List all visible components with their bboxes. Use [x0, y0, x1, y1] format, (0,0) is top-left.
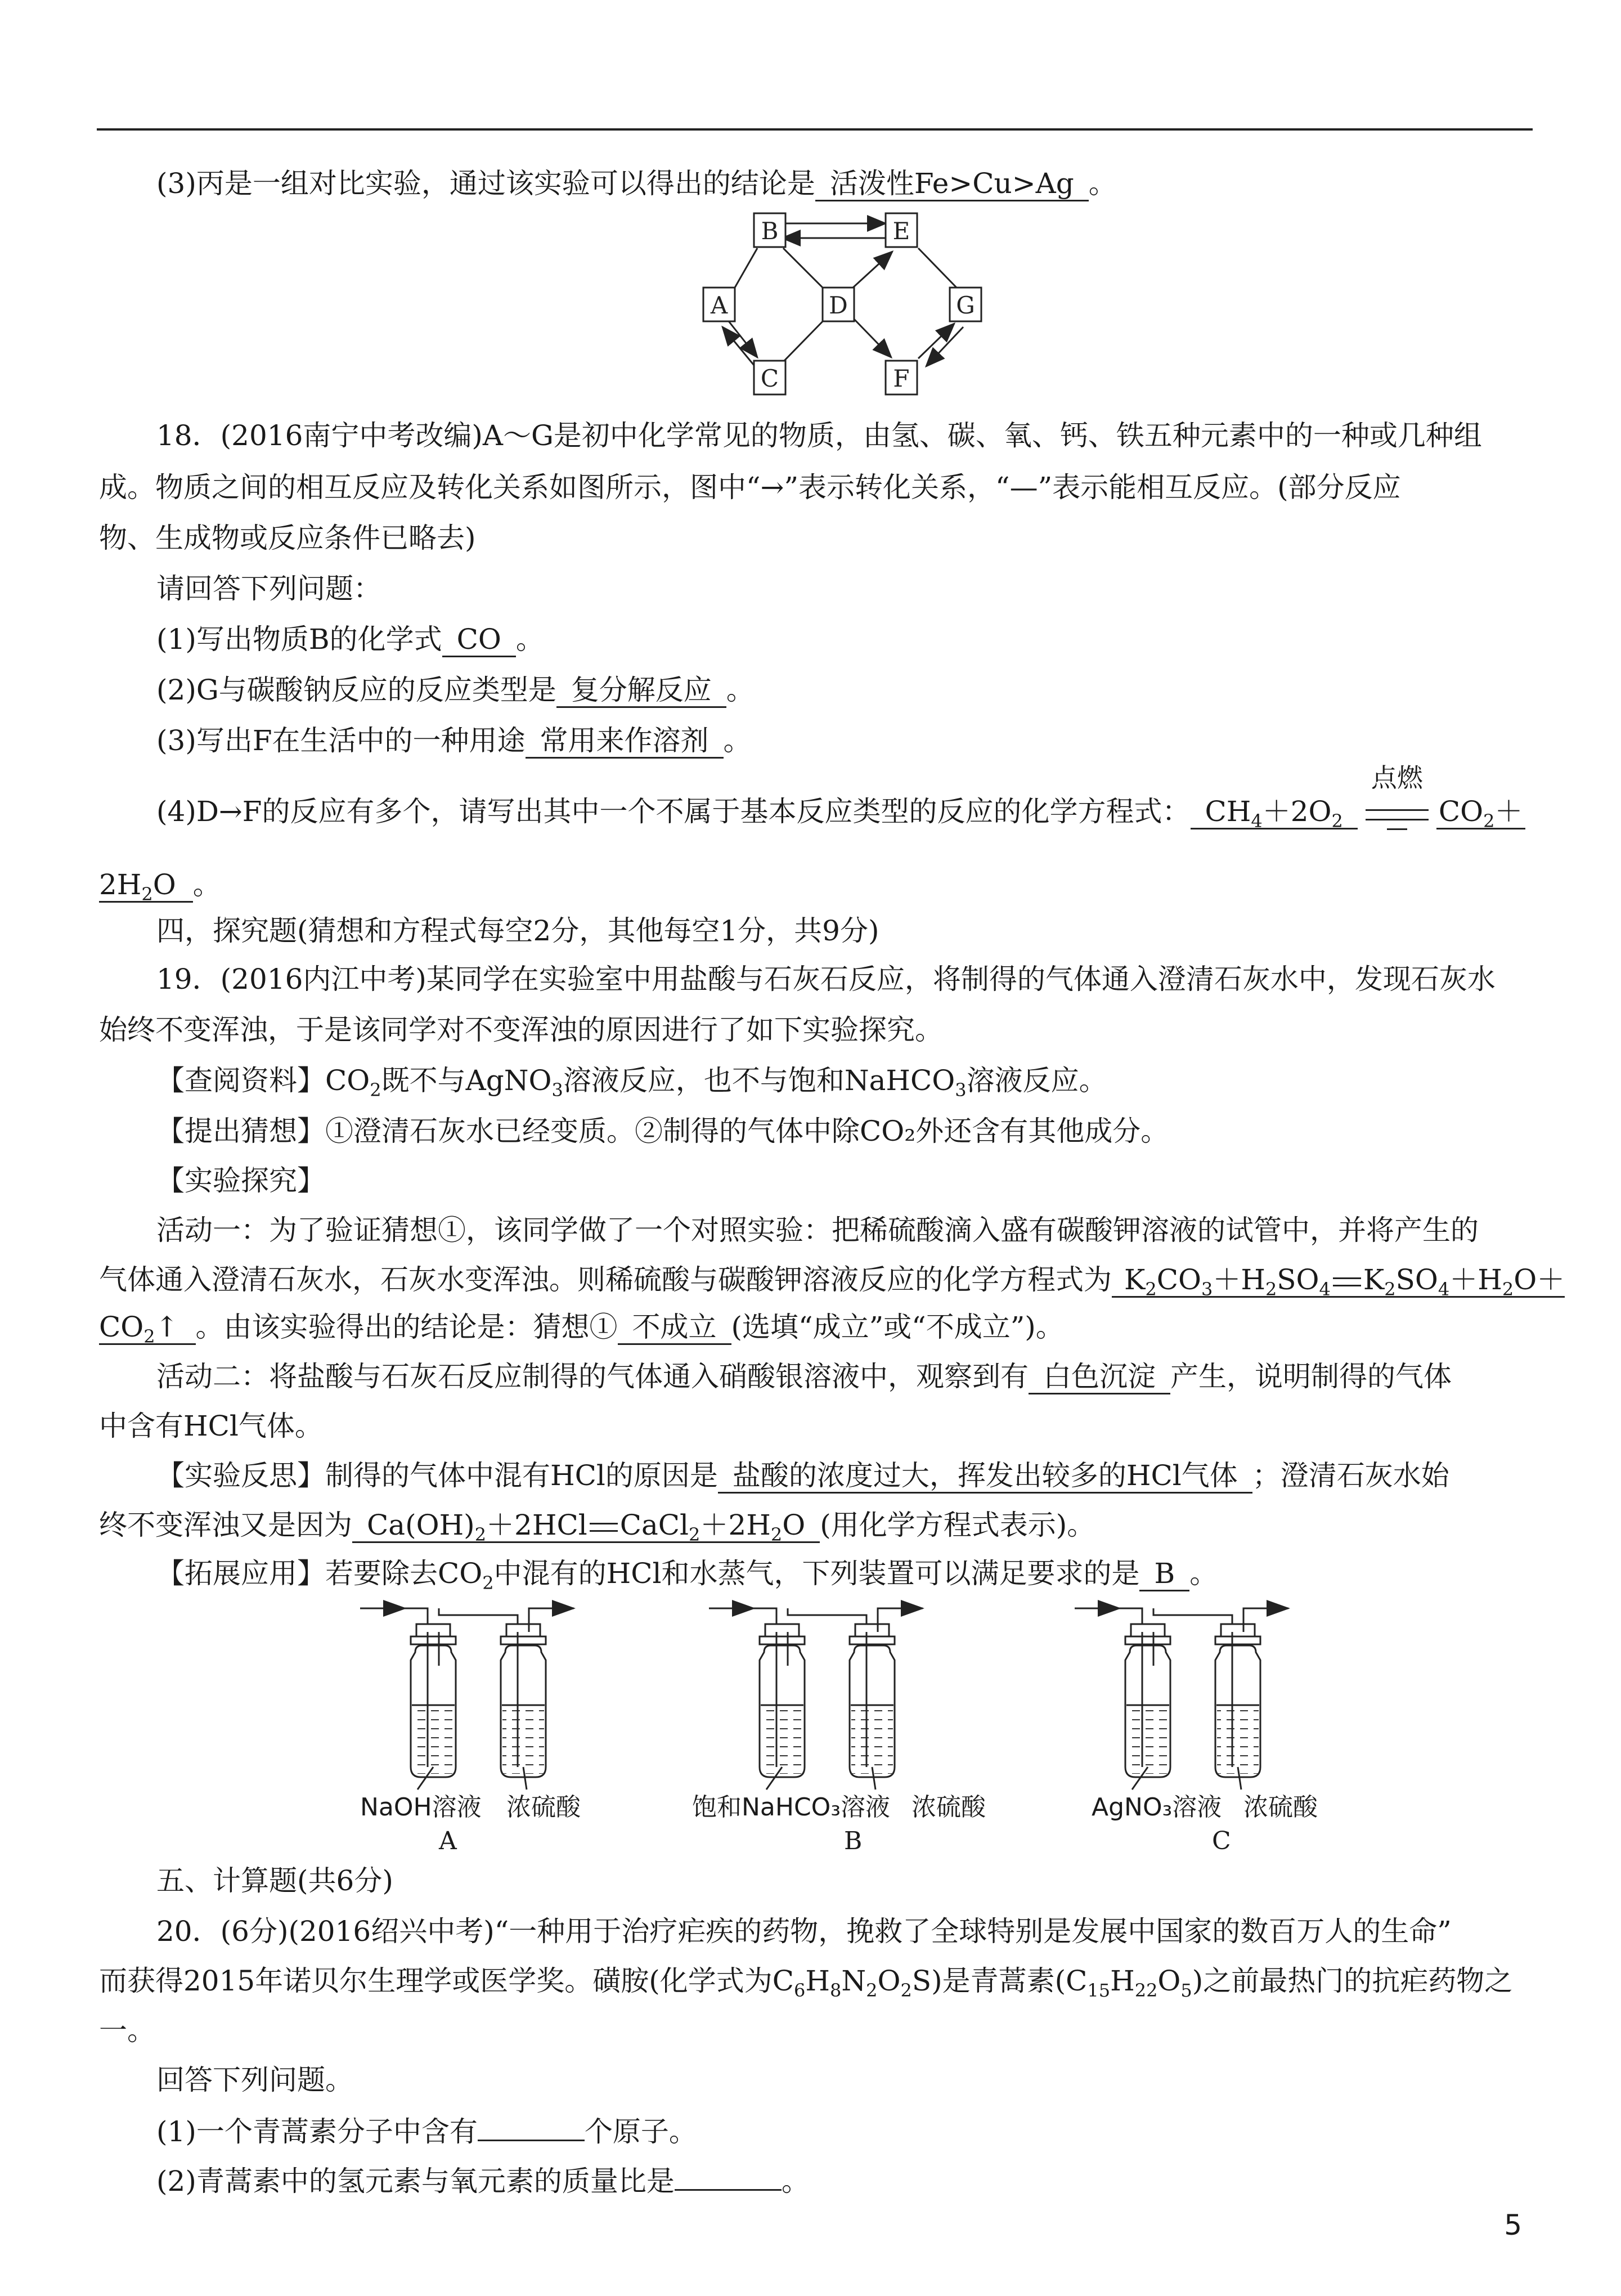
apparatus-C-left-label: AgNO₃溶液 — [1092, 1793, 1222, 1822]
answer-blank: 活泼性Fe>Cu>Ag — [815, 167, 1089, 201]
q20-prompt: 回答下列问题。 — [156, 2064, 353, 2096]
q18-sub4: (4)D→F的反应有多个，请写出其中一个不属于基本反应类型的反应的化学方程式： $CH_4+2O_2$ 点燃 $CO_2+$ — [156, 793, 1537, 829]
node-E-label: E — [892, 217, 910, 245]
q19-line2: 始终不变浑浊，于是该同学对不变浑浊的原因进行了如下实验探究。 — [99, 1014, 943, 1046]
page-number: 5 — [1504, 2209, 1522, 2241]
node-D-label: D — [829, 292, 848, 319]
apparatus-A-left-label: NaOH溶液 — [360, 1793, 482, 1822]
q18-sub2: (2)G与碳酸钠反应的反应类型是 复分解反应 。 — [156, 672, 1537, 708]
node-F-label: F — [893, 365, 910, 392]
q18-sub4-cont: $2H_2O$ 。 — [99, 868, 221, 905]
q19-act1-line3: $CO_2↑$ 。由该实验得出的结论是：猜想① 不成立 (选填“成立”或“不成立”)。 — [99, 1311, 1064, 1347]
apparatus-B — [709, 1608, 923, 1790]
q19-guess: 【提出猜想】①澄清石灰水已经变质。②制得的气体中除CO₂外还含有其他成分。 — [156, 1115, 1169, 1147]
apparatus-A-label: A — [439, 1827, 457, 1855]
apparatus-C — [1075, 1608, 1288, 1790]
node-A-label: A — [710, 292, 728, 319]
relation-diagram — [675, 211, 1013, 402]
apparatus-C-right-label: 浓硫酸 — [1243, 1793, 1318, 1822]
q19-reflect-line1: 【实验反思】制得的气体中混有HCl的原因是 盐酸的浓度过大，挥发出较多的HCl气体 ；澄清石灰水始 — [156, 1458, 1537, 1494]
q18-line1: 18．(2016南宁中考改编)A～G是初中化学常见的物质，由氢、碳、氧、钙、铁五种元素中的一种或几种组 — [156, 419, 1482, 452]
q19-line1: 19．(2016内江中考)某同学在实验室中用盐酸与石灰石反应，将制得的气体通入澄清石灰水中，发现石灰水 — [156, 963, 1496, 995]
q20-sub2: (2)青蒿素中的氢元素与氧元素的质量比是 。 — [156, 2161, 1537, 2199]
apparatus-B-left-label: 饱和NaHCO₃溶液 — [692, 1793, 890, 1822]
apparatus-C-label: C — [1212, 1827, 1231, 1855]
answer-blank[interactable] — [675, 2161, 782, 2191]
q17-part3: (3)丙是一组对比实验，通过该实验可以得出的结论是 活泼性Fe>Cu>Ag 。 — [156, 165, 1537, 201]
q18-sub3: (3)写出F在生活中的一种用途 常用来作溶剂 。 — [156, 723, 1537, 759]
q19-reflect-line2: 终不变浑浊又是因为 $Ca(OH)_2+2HCl$ $CaCl_2+2H_2O$ (用化学方程式表示)。 — [99, 1509, 1095, 1545]
q18-sub1: (1)写出物质B的化学式 CO 。 — [156, 621, 1537, 657]
q19-act1-line1: 活动一：为了验证猜想①，该同学做了一个对照实验：把稀硫酸滴入盛有碳酸钾溶液的试管中，并将产生的 — [156, 1214, 1479, 1246]
apparatus-B-right-label: 浓硫酸 — [911, 1793, 986, 1822]
q19-explore-label: 【实验探究】 — [156, 1164, 325, 1197]
q20-sub1: (1)一个青蒿素分子中含有 个原子。 — [156, 2111, 1537, 2150]
node-G-label: G — [956, 292, 975, 319]
equation-answer: $CH_4+2O_2$ — [1191, 795, 1358, 829]
top-rule — [97, 128, 1533, 131]
q18-prompt: 请回答下列问题： — [156, 572, 381, 605]
gas-washing-apparatus — [349, 1598, 1350, 1812]
q19-apply: 【拓展应用】若要除去$CO_2$中混有的HCl和水蒸气，下列装置可以满足要求的是 B 。 — [156, 1557, 1218, 1594]
q18-line2: 成。物质之间的相互反应及转化关系如图所示，图中“→”表示转化关系，“—”表示能相互反应。(部分反应 — [99, 471, 1401, 504]
q19-info: 【查阅资料】$CO_2$既不与AgNO$_3$溶液反应，也不与饱和NaHCO$_3$溶液反应。 — [156, 1064, 1107, 1101]
q19-act2-line1: 活动二：将盐酸与石灰石反应制得的气体通入硝酸银溶液中，观察到有 白色沉淀 产生，说明制得的气体 — [156, 1358, 1537, 1394]
node-B-label: B — [761, 217, 779, 245]
q18-line3: 物、生成物或反应条件已略去) — [99, 522, 476, 554]
reaction-condition: 点燃 — [1358, 793, 1436, 829]
section-4-heading: 四，探究题(猜想和方程式每空2分，其他每空1分，共9分) — [156, 914, 879, 947]
section-5-heading: 五、计算题(共6分) — [156, 1864, 393, 1897]
q20-line1: 20．(6分)(2016绍兴中考)“一种用于治疗疟疾的药物，挽救了全球特别是发展中国家的数百万人的生命” — [156, 1915, 1452, 1948]
node-C-label: C — [760, 365, 779, 392]
q19-act1-line2: 气体通入澄清石灰水，石灰水变浑浊。则稀硫酸与碳酸钾溶液反应的化学方程式为 $K_2CO_3+H_2SO_4$ $K_2SO_4+H_2O+$ — [99, 1263, 1565, 1300]
answer-blank[interactable] — [478, 2111, 585, 2141]
q20-line3: 一。 — [99, 2014, 155, 2047]
q19-act2-line2: 中含有HCl气体。 — [99, 1410, 323, 1442]
apparatus-B-label: B — [844, 1827, 863, 1855]
q20-line2: 而获得2015年诺贝尔生理学或医学奖。磺胺(化学式为$C_6H_8N_2O_2S$)是青蒿素$(C_{15}H_{22}O_5)$之前最热门的抗疟药物之 — [99, 1965, 1513, 2001]
apparatus-A — [360, 1608, 574, 1790]
apparatus-A-right-label: 浓硫酸 — [506, 1793, 581, 1822]
